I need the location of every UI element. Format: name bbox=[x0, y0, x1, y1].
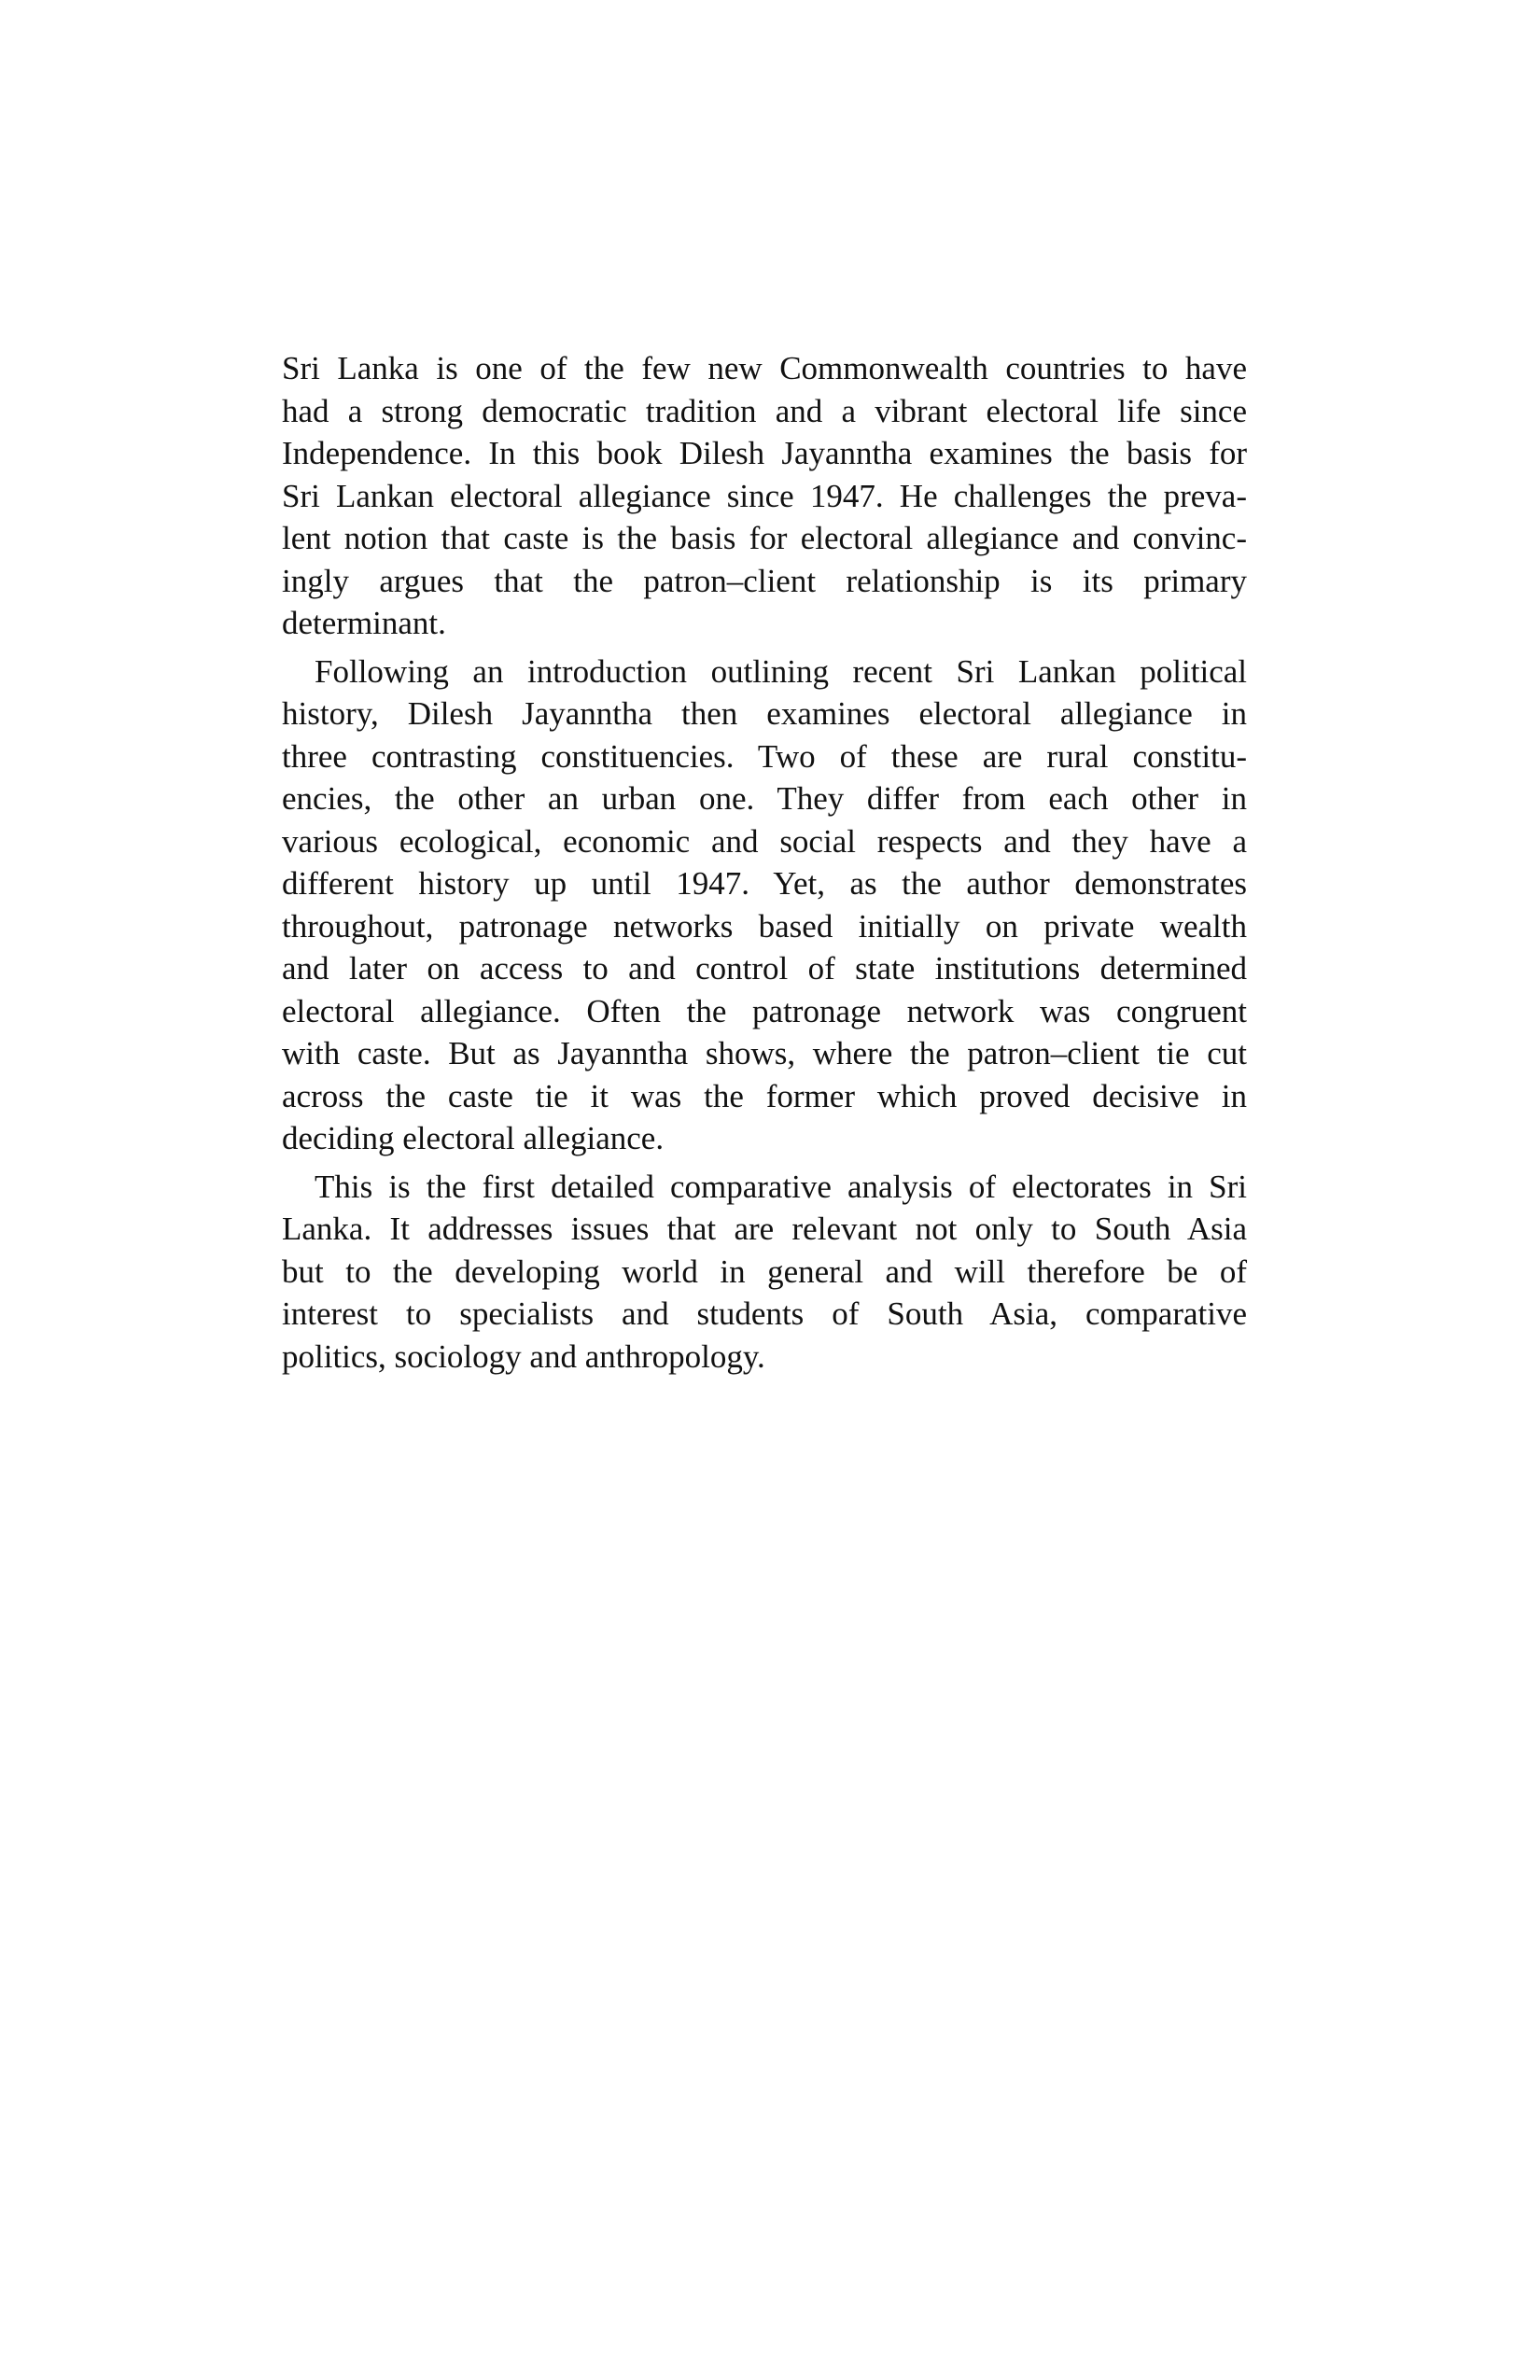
text-line: but to the developing world in general and will therefore be of bbox=[282, 1253, 1247, 1290]
text-line: This is the first detailed comparative analysis of electorates in Sri bbox=[315, 1168, 1247, 1205]
text-line: different history up until 1947. Yet, as the author demonstrates bbox=[282, 865, 1247, 902]
text-line: Following an introduction outlining recent Sri Lankan political bbox=[315, 652, 1247, 690]
blurb-paragraph-3 bbox=[282, 1166, 1247, 1379]
book-blurb bbox=[282, 347, 1247, 1383]
text-line: politics, sociology and anthropology. bbox=[282, 1337, 765, 1375]
text-line: with caste. But as Jayanntha shows, where the patron–client tie cut bbox=[282, 1035, 1247, 1071]
text-line: determinant. bbox=[282, 605, 446, 641]
text-line: throughout, patronage networks based initially on private wealth bbox=[282, 907, 1247, 945]
text-line: lent notion that caste is the basis for electoral allegiance and convinc- bbox=[282, 520, 1247, 556]
text-line: Sri Lanka is one of the few new Commonwealth countries to have bbox=[282, 350, 1247, 386]
text-line: encies, the other an urban one. They differ from each other in bbox=[282, 780, 1247, 817]
blurb-paragraph-2 bbox=[282, 651, 1247, 1160]
text-line: had a strong democratic tradition and a vibrant electoral life since bbox=[282, 392, 1247, 429]
text-line: various ecological, economic and social respects and they have a bbox=[282, 822, 1247, 860]
text-line: interest to specialists and students of South Asia, comparative bbox=[282, 1295, 1247, 1332]
text-line: Lanka. It addresses issues that are relevant not only to South Asia bbox=[282, 1211, 1247, 1247]
blurb-paragraph-1 bbox=[282, 347, 1247, 645]
text-line: Independence. In this book Dilesh Jayanntha examines the basis for bbox=[282, 435, 1247, 471]
text-line: electoral allegiance. Often the patronage network was congruent bbox=[282, 992, 1247, 1029]
text-line: ingly argues that the patron–client relationship is its primary bbox=[282, 562, 1247, 599]
text-line: three contrasting constituencies. Two of these are rural constitu- bbox=[282, 737, 1247, 775]
text-line: deciding electoral allegiance. bbox=[282, 1120, 665, 1156]
text-line: and later on access to and control of state institutions determined bbox=[282, 950, 1247, 987]
text-line: Sri Lankan electoral allegiance since 1947. He challenges the preva- bbox=[282, 477, 1247, 514]
text-line: across the caste tie it was the former which proved decisive in bbox=[282, 1077, 1247, 1114]
text-line: history, Dilesh Jayanntha then examines electoral allegiance in bbox=[282, 695, 1247, 732]
